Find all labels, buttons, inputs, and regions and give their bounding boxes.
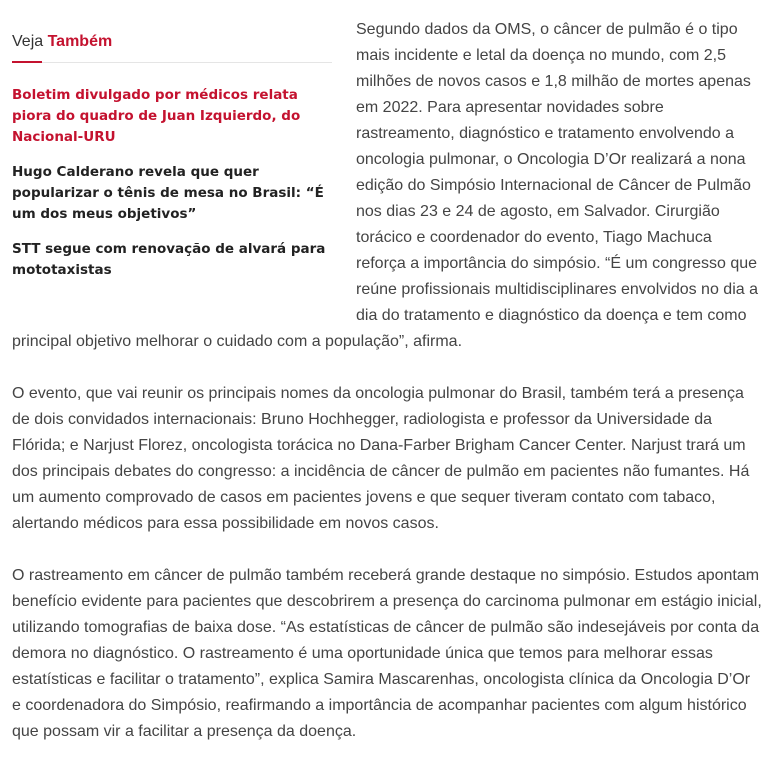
article-paragraph: O evento, que vai reunir os principais nomes da oncologia pulmonar do Brasil, também terá a presença de dois convidados internacionais: Bruno Hochhegger, radiologista e professor da Universidade da Flórida; e Narjust Florez, oncologista torácica no Dana-Farber Brigham Cancer Center. Narjust trará um dos principais debates do congresso: a incidência de câncer de pulmão em pacientes não fumantes. Há um aumento comprovado de casos em pacientes jovens e que sequer tiveram contato com tabaco, alertando médicos para essa possibilidade em novos casos. [12,385,750,532]
article-paragraph: Segundo dados da OMS, o câncer de pulmão é o tipo mais incidente e letal da doença no mundo, com 2,5 milhões de novos casos e 1,8 milhão de mortes apenas em 2022. Para apresentar novidades sobre rastreamento, diagnóstico e tratamento envolvendo a oncologia pulmonar, o Oncologia D’Or realizará a nona edição do Simpósio Internacional de Câncer de Pulmão nos dias 23 e 24 de agosto, em Salvador. Cirurgião torácico e coordenador do evento, Tiago Machuca reforça a importância do simpósio. “É um congresso que reúne profissionais multidisciplinares envolvidos no dia a dia do tratamento e diagnóstico da doença e tem como principal objetivo melhorar o cuidado com a população”, afirma. [12,21,758,350]
related-label-accent: Também [47,33,113,50]
article [12,12,762,771]
related-header [12,12,332,62]
related-link-stt-mototaxistas[interactable]: STT segue com renovação de alvará para mototaxistas [12,241,326,278]
related-label: Veja [12,33,44,50]
related-link-hugo-calderano[interactable]: Hugo Calderano revela que quer popularizar o tênis de mesa no Brasil: “É um dos meus objetivos” [12,164,324,222]
related-divider [12,62,332,63]
related-divider-accent [12,61,42,63]
related-box [12,12,332,295]
related-link-juan-izquierdo[interactable]: Boletim divulgado por médicos relata piora do quadro de Juan Izquierdo, do Nacional-URU [12,87,301,145]
article-paragraph: O rastreamento em câncer de pulmão também receberá grande destaque no simpósio. Estudos apontam benefício evidente para pacientes que descobrirem a presença do carcinoma pulmonar em estágio inicial, utilizando tomografias de baixa dose. “As estatísticas de câncer de pulmão são indesejáveis por conta da demora no diagnóstico. O rastreamento é uma oportunidade única que temos para melhorar essas estatísticas e facilitar o tratamento”, explica Samira Mascarenhas, oncologista clínica da Oncologia D’Or e coordenadora do Simpósio, reafirmando a importância de acompanhar pacientes com algum histórico que possam vir a facilitar a presença da doença. [12,567,762,740]
